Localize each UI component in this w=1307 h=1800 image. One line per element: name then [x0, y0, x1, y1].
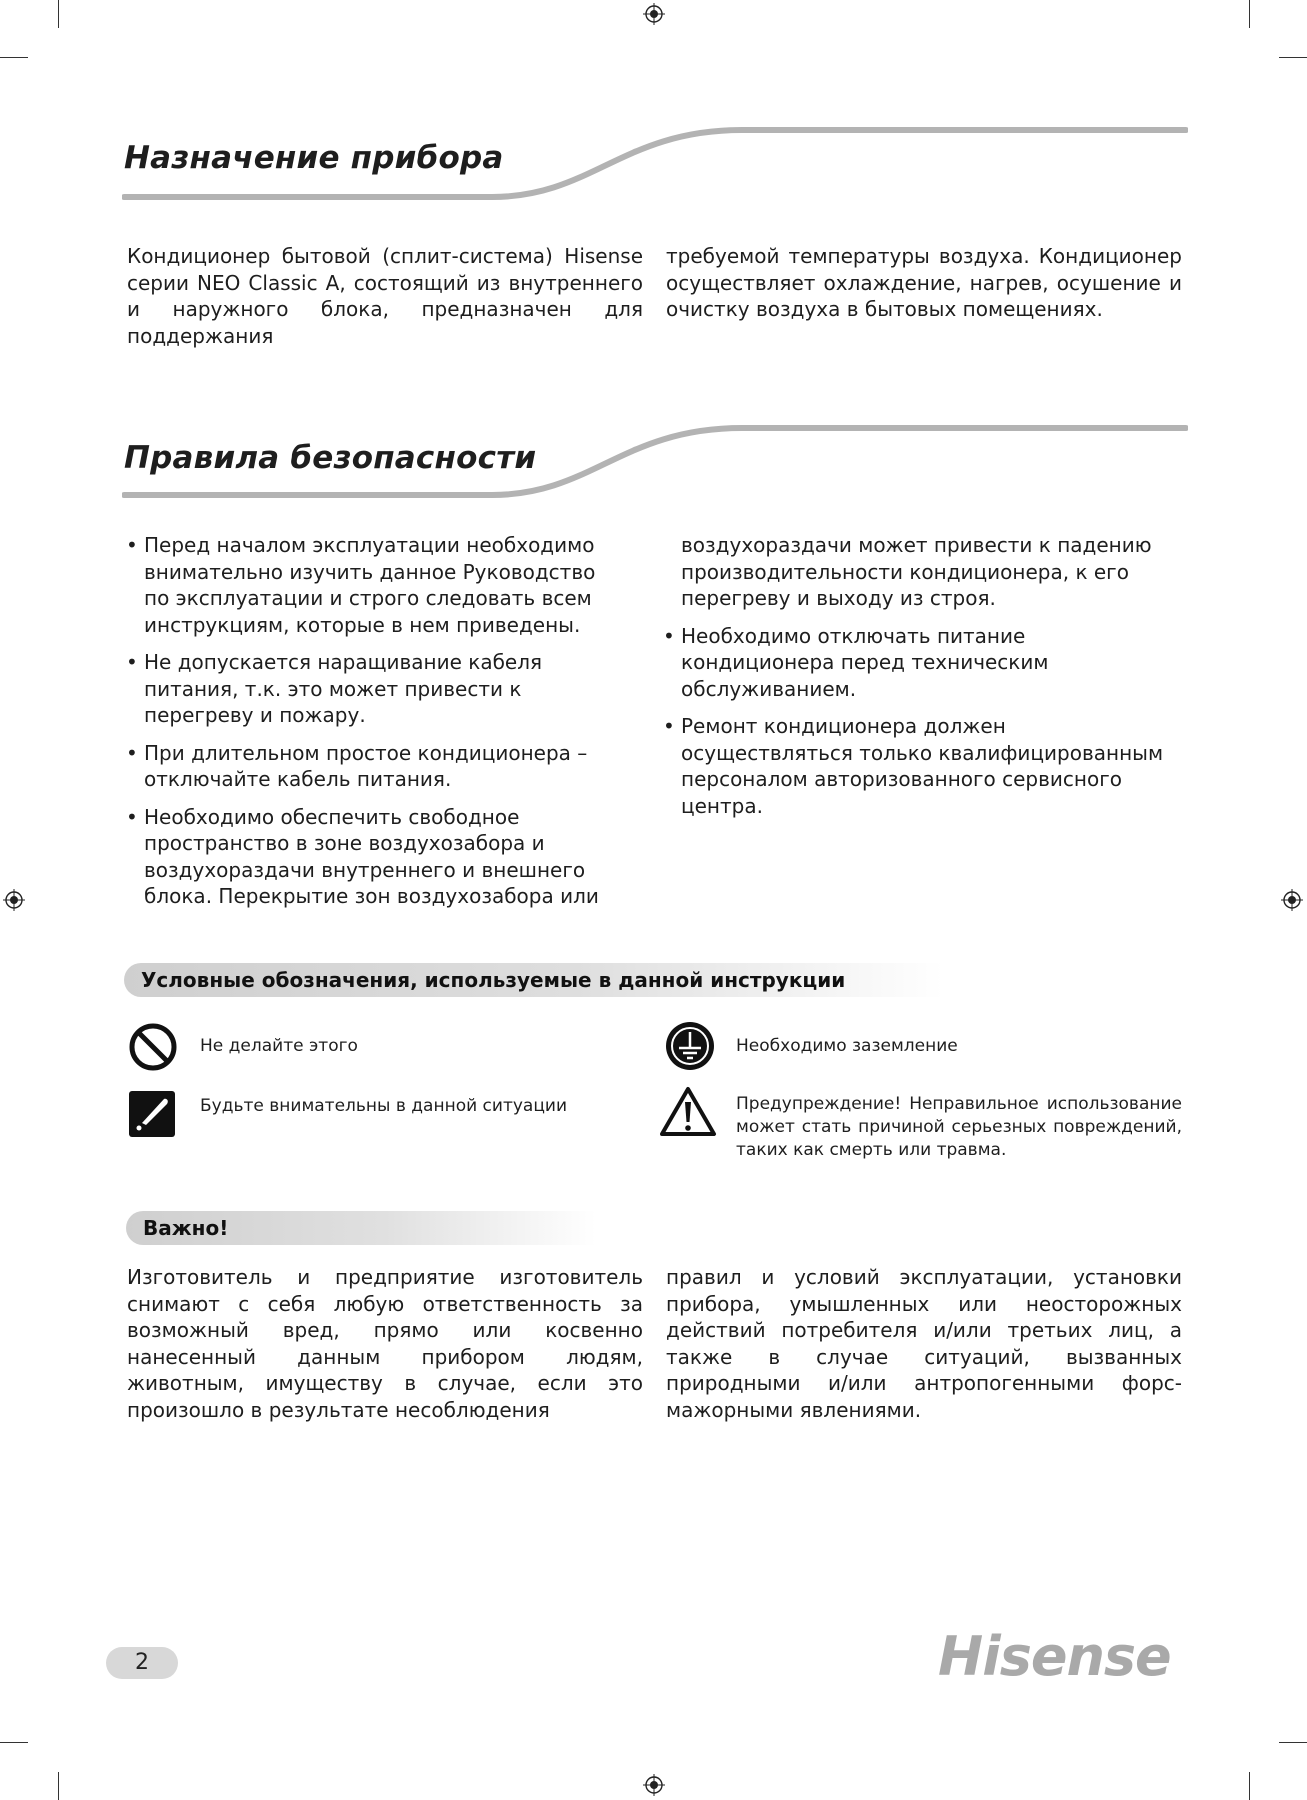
section-title-safety: Правила безопасности [124, 440, 537, 476]
safety-rule-item: • Ремонт кондиционера должен осуществляться только квалифицированным персоналом авторизованного сервисного центра. [663, 713, 1183, 819]
crop-mark [1279, 1742, 1307, 1743]
safety-rule-continuation: воздухораздачи может привести к падению производительности кондиционера, к его перегреву и выходу из строя. [681, 533, 1152, 610]
important-title-bar: Важно! [126, 1211, 596, 1245]
legend-ground-label: Необходимо заземление [736, 1036, 958, 1056]
crop-mark [0, 57, 28, 58]
legend-title-bar: Условные обозначения, используемые в данной инструкции [124, 963, 944, 997]
caution-pen-icon [128, 1090, 176, 1138]
ground-icon [665, 1021, 715, 1071]
safety-rule-item: • Перед началом эксплуатации необходимо внимательно изучить данное Руководство по эксплуатации и строго следовать всем инструкциям, которые в нем приведены. [126, 532, 626, 638]
important-text-right: правил и условий эксплуатации, установки прибора, умышленных или неосторожных действий потребителя и/или третьих лиц, а также в случае ситуаций, вызванных природными и/или антропогенными форс-мажорными явлениями. [666, 1265, 1182, 1422]
registration-mark-icon [643, 1774, 665, 1796]
section-title-purpose: Назначение прибора [124, 140, 504, 176]
safety-rule-item: • Необходимо обеспечить свободное пространство в зоне воздухозабора и воздухораздачи внутреннего и внешнего блока. Перекрытие зон воздухозабора или [126, 804, 626, 910]
prohibited-icon [128, 1022, 178, 1072]
legend-warning-label: Предупреждение! Неправильное использование может стать причиной серьезных повреждений, таких как смерть или травма. [736, 1094, 1182, 1160]
registration-mark-icon [1281, 889, 1303, 911]
page-number: 2 [106, 1647, 178, 1679]
safety-rule-item: • При длительном простое кондиционера – отключайте кабель питания. [126, 740, 626, 793]
crop-mark [58, 0, 59, 28]
important-text-left: Изготовитель и предприятие изготовитель снимают с себя любую ответственность за возможный вред, прямо или косвенно нанесенный данным прибором людям, животным, имуществу в случае, если это произошло в результате несоблюдения [127, 1265, 643, 1422]
legend-prohibited-label: Не делайте этого [200, 1036, 358, 1056]
legend-caution-label: Будьте внимательны в данной ситуации [200, 1096, 567, 1116]
crop-mark [1279, 57, 1307, 58]
registration-mark-icon [643, 3, 665, 25]
safety-rule-item: • Необходимо отключать питание кондиционера перед техническим обслуживанием. [663, 623, 1183, 703]
safety-rule-item: • Не допускается наращивание кабеля питания, т.к. это может привести к перегреву и пожару. [126, 649, 626, 729]
crop-mark [58, 1772, 59, 1800]
safety-column-right [663, 532, 1183, 830]
crop-mark [1249, 1772, 1250, 1800]
purpose-text-left: Кондиционер бытовой (сплит-система) Hisense серии NEO Classic A, состоящий из внутреннего и наружного блока, предназначен для поддержания [127, 244, 643, 348]
crop-mark [1249, 0, 1250, 28]
registration-mark-icon [3, 889, 25, 911]
warning-triangle-icon [659, 1086, 717, 1138]
crop-mark [0, 1742, 28, 1743]
brand-logo: Hisense [938, 1625, 1171, 1688]
purpose-text-right: требуемой температуры воздуха. Кондиционер осуществляет охлаждение, нагрев, осушение и очистку воздуха в бытовых помещениях. [666, 244, 1182, 321]
safety-column-left [126, 532, 626, 921]
